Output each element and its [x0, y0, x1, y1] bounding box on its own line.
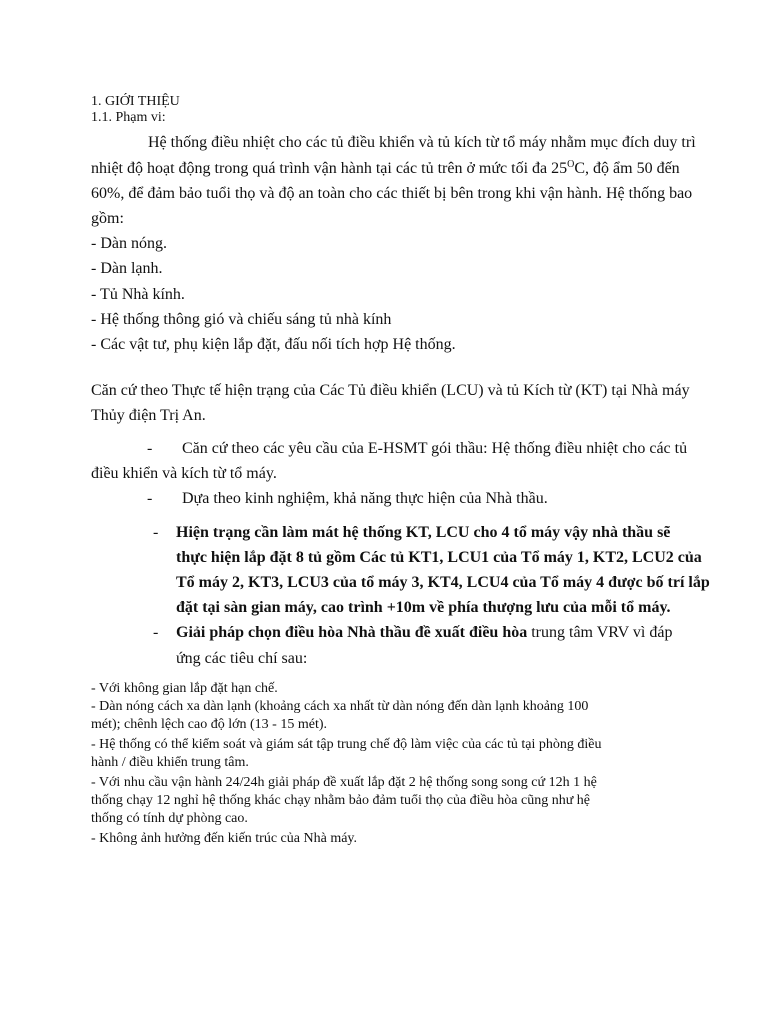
degree-superscript: O	[567, 159, 575, 170]
bullet-4-line-2: ứng các tiêu chí sau:	[176, 650, 308, 667]
intro-line-1: Hệ thống điều nhiệt cho các tủ điều khiển và tủ kích từ tổ máy nhằm mục đích duy trì	[148, 134, 696, 151]
component-item: - Các vật tư, phụ kiện lắp đặt, đấu nối tích hợp Hệ thống.	[91, 336, 456, 353]
criteria-line: mét); chênh lệch cao độ lớn (13 - 15 mét).	[91, 717, 327, 732]
criteria-line: - Với nhu cầu vận hành 24/24h giải pháp đề xuất lắp đặt 2 hệ thống song song cứ 12h 1 hệ	[91, 775, 597, 790]
criteria-line: - Dàn nóng cách xa dàn lạnh (khoảng cách xa nhất từ dàn nóng đến dàn lạnh khoảng 100	[91, 699, 589, 714]
intro-line-4: gồm:	[91, 210, 124, 227]
bullet-dash: -	[147, 440, 153, 457]
bullet-3-line-4: đặt tại sàn gian máy, cao trình +10m về phía thượng lưu của mỗi tổ máy.	[176, 599, 671, 616]
section-heading: 1. GIỚI THIỆU	[91, 94, 180, 109]
intro-line-2: nhiệt độ hoạt động trong quá trình vận hành tại các tủ trên ở mức tối đa $25^OC$, độ ẩm 50 đến	[91, 159, 680, 177]
bullet-1-line-1: Căn cứ theo các yêu cầu của E-HSMT gói thầu: Hệ thống điều nhiệt cho các tủ	[182, 440, 688, 457]
bullet-dash: -	[153, 624, 159, 641]
component-item: - Tủ Nhà kính.	[91, 286, 185, 303]
basis-line-2: Thủy điện Trị An.	[91, 407, 206, 424]
bullet-3-line-2: thực hiện lắp đặt 8 tủ gồm Các tủ KT1, LCU1 của Tổ máy 1, KT2, LCU2 của	[176, 549, 702, 566]
component-item: - Dàn lạnh.	[91, 260, 163, 277]
bullet-3-line-3: Tổ máy 2, KT3, LCU3 của tổ máy 3, KT4, LCU4 của Tổ máy 4 được bố trí lắp	[176, 574, 710, 591]
bullet-3-line-1: Hiện trạng cần làm mát hệ thống KT, LCU cho 4 tổ máy vậy nhà thầu sẽ	[176, 524, 671, 541]
intro-line-3: 60%, để đảm bảo tuổi thọ và độ an toàn cho các thiết bị bên trong khi vận hành. Hệ thống bao	[91, 185, 693, 202]
bullet-dash: -	[147, 490, 153, 507]
criteria-line: - Hệ thống có thể kiểm soát và giám sát tập trung chế độ làm việc của các tủ tại phòng điều	[91, 737, 602, 752]
basis-line-1: Căn cứ theo Thực tế hiện trạng của Các Tủ điều khiển (LCU) và tủ Kích từ (KT) tại Nhà máy	[91, 382, 690, 399]
criteria-line: thống chạy 12 nghỉ hệ thống khác chạy nhằm bảo đảm tuổi thọ của điều hòa cũng như hệ	[91, 793, 591, 808]
bullet-1-line-2: điều khiển và kích từ tổ máy.	[91, 465, 277, 482]
component-item: - Dàn nóng.	[91, 235, 167, 252]
bullet-4-line-1: Giải pháp chọn điều hòa Nhà thầu đề xuất điều hòa trung tâm VRV vì đáp	[176, 624, 673, 641]
criteria-line: - Với không gian lắp đặt hạn chế.	[91, 681, 278, 696]
criteria-line: - Không ảnh hưởng đến kiến trúc của Nhà máy.	[91, 831, 358, 846]
component-item: - Hệ thống thông gió và chiếu sáng tủ nhà kính	[91, 311, 392, 328]
bullet-2-line-1: Dựa theo kinh nghiệm, khả năng thực hiện của Nhà thầu.	[182, 490, 548, 507]
section-subheading: 1.1. Phạm vi:	[91, 110, 166, 125]
bullet-dash: -	[153, 524, 159, 541]
criteria-line: hành / điều khiển trung tâm.	[91, 755, 249, 770]
criteria-line: thống có tính dự phòng cao.	[91, 811, 248, 826]
